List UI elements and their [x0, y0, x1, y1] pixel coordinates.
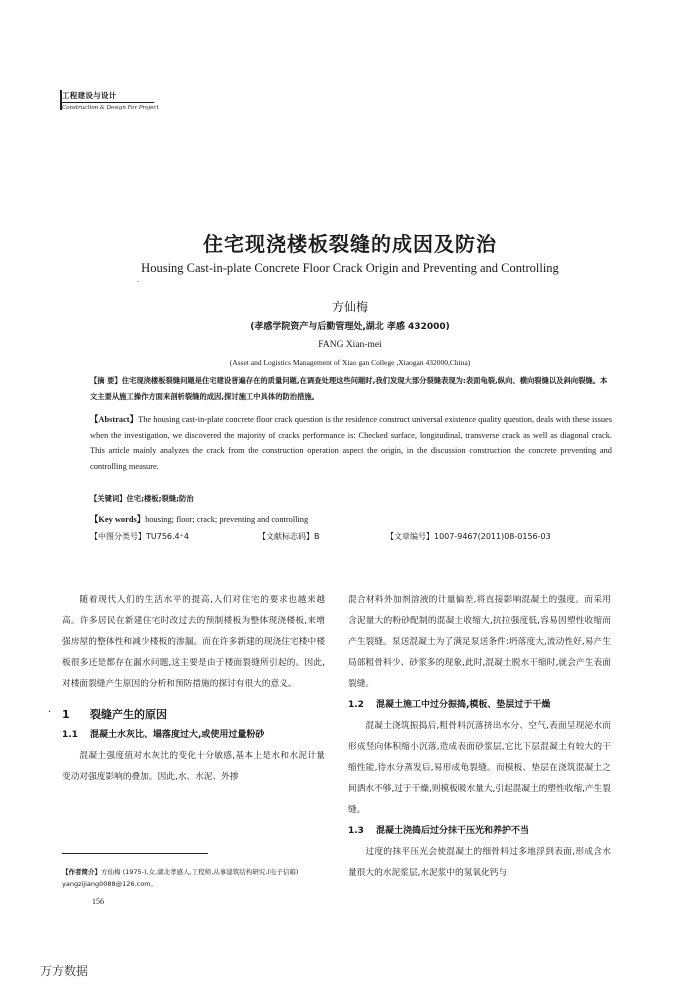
affiliation-en: (Asset and Logistics Management of Xiao gan College ,Xiaogan 432000,China): [229, 358, 471, 367]
paragraph-1-1: 混凝土强度值对水灰比的变化十分敏感,基本上是水和水泥计量变动对强度影响的叠加。因此,水、水泥、外掺: [62, 751, 325, 782]
keywords-cn-text: 住宅;楼板;裂缝;防治: [126, 494, 194, 503]
paper-title-cn: 住宅现浇楼板裂缝的成因及防治: [203, 232, 497, 256]
journal-header: [62, 90, 159, 112]
keywords-en-text: housing; floor; crack; preventing and controlling: [145, 515, 309, 524]
keywords-cn-tag: 【关键词】: [90, 494, 127, 503]
stray-dot: ·: [137, 279, 139, 286]
paper-title-en: Housing Cast-in-plate Concrete Floor Crack Origin and Preventing and Controlling: [141, 261, 559, 275]
paragraph-1-3: 过度的抹平压光会使混凝土的细骨料过多地浮到表面,形成含水量很大的水泥浆层,水泥浆中的氢氧化钙与: [348, 847, 611, 878]
keywords-cn: [90, 491, 612, 507]
header-rule: [62, 102, 154, 103]
subsection-1-3-number: 1.3: [348, 826, 364, 836]
keywords-en-tag: 【Key words】: [90, 515, 146, 524]
subsection-1-2-heading: [348, 695, 611, 716]
journal-name-cn: 工程建设与设计: [62, 91, 117, 100]
abstract-en: [90, 412, 612, 474]
footnote-tag: 【作者简介】: [62, 868, 101, 876]
journal-name-en: Construction & Design For Project: [62, 105, 159, 111]
subsection-1-1-title: 混凝土水灰比、塌落度过大,或使用过量粉砂: [90, 730, 265, 740]
subsection-1-2-title: 混凝土施工中过分振捣,模板、垫层过于干燥: [376, 700, 551, 710]
author-name-cn: 方仙梅: [331, 300, 368, 314]
subsection-1-1-number: 1.1: [62, 730, 78, 740]
abstract-en-text: The housing cast-in-plate concrete floor crack question is the residence construct universal existence quality question, deals with these issues when the investigation, we discovered the majority of cracks performance is: Checked surface, longitudinal, transverse crack as well as diagonal crack. This article mainly analyzes the crack from the construction operation aspect the origin, in the discussion construction the concrete preventing and controlling measure.: [90, 415, 613, 471]
author-footnote: [62, 866, 330, 890]
affiliation-cn: (孝感学院资产与后勤管理处,湖北 孝感 432000): [250, 322, 450, 332]
subsection-1-1-heading: [62, 725, 325, 746]
subsection-1-3-title: 混凝土浇捣后过分抹干压光和养护不当: [376, 826, 530, 836]
page-number: 156: [92, 897, 104, 906]
abstract-cn-text: 住宅现浇楼板裂缝问题是住宅建设普遍存在的质量问题,在调查处理这些问题时,我们发现大部分裂缝表现为:表面龟裂,纵向、横向裂缝以及斜向裂缝。本文主要从施工操作方面来剖析裂缝的成因,探讨施工中具体的防治措施。: [90, 376, 608, 401]
paragraph-1-2: 混凝土浇筑振捣后,粗骨料沉落挤出水分、空气,表面呈现泌水而形成竖向体积缩小沉落,造成表面砂浆层,它比下层混凝土有较大的干缩性能,待水分蒸发后,易形成龟裂缝。而模板、垫层在浇筑混凝土之间洒水不够,过于干燥,则模板吸水量大,引起混凝土的塑性收缩,产生裂缝。: [348, 721, 611, 815]
margin-dot: ·: [48, 707, 52, 718]
clc-number: 【中图分类号】TU756.4⁺4: [90, 532, 189, 541]
subsection-1-3-heading: [348, 821, 611, 842]
section-1-heading: [62, 705, 325, 725]
intro-paragraph: 随着现代人们的生活水平的提高,人们对住宅的要求也越来越高。许多居民在新建住宅时改过去的预制楼板为整体现浇楼板,来增强房屋的整体性和减少楼板的渗漏。而在许多新建的现浇住宅楼中楼板很多还是都存在漏水问题,这主要是由于楼面裂缝所引起的。因此,对楼面裂缝产生原因的分析和预防措施的探讨有很大的意义。: [62, 595, 325, 689]
subsection-1-2-number: 1.2: [348, 700, 364, 710]
section-1-title: 裂缝产生的原因: [90, 708, 167, 721]
footnote-text: 方仙梅 (1975-),女,湖北孝感人,工程师,从事建筑结构研究,(电子信箱) yangzijiang0088@126.com。: [62, 868, 299, 888]
article-number: 【文章编号】1007-9467(2011)08-0156-03: [386, 532, 551, 541]
abstract-en-tag: 【Abstract】: [90, 415, 139, 424]
body-left-column: [62, 590, 325, 788]
section-1-number: 1: [62, 708, 70, 721]
paragraph-1-1-continued: 混合材料外加剂溶液的计量偏差,将直接影响混凝土的强度。而采用含泥量大的粉砂配制的混凝土收缩大,抗拉强度低,容易因塑性收缩而产生裂缝。泵送混凝土为了满足泵送条件:坍落度大,流动性好,易产生局部粗骨料少、砂浆多的现象,此时,混凝土脱水干缩时,就会产生表面裂缝。: [348, 595, 611, 689]
abstract-cn-tag: 【摘 要】: [90, 376, 122, 385]
body-right-column: [348, 590, 611, 884]
author-name-en: FANG Xian-mei: [318, 340, 382, 350]
document-code: 【文献标志码】B: [258, 532, 320, 541]
keywords-en: [90, 512, 612, 528]
watermark-text: 万方数据: [40, 964, 89, 978]
abstract-cn: [90, 373, 612, 405]
footnote-rule: [62, 853, 208, 854]
